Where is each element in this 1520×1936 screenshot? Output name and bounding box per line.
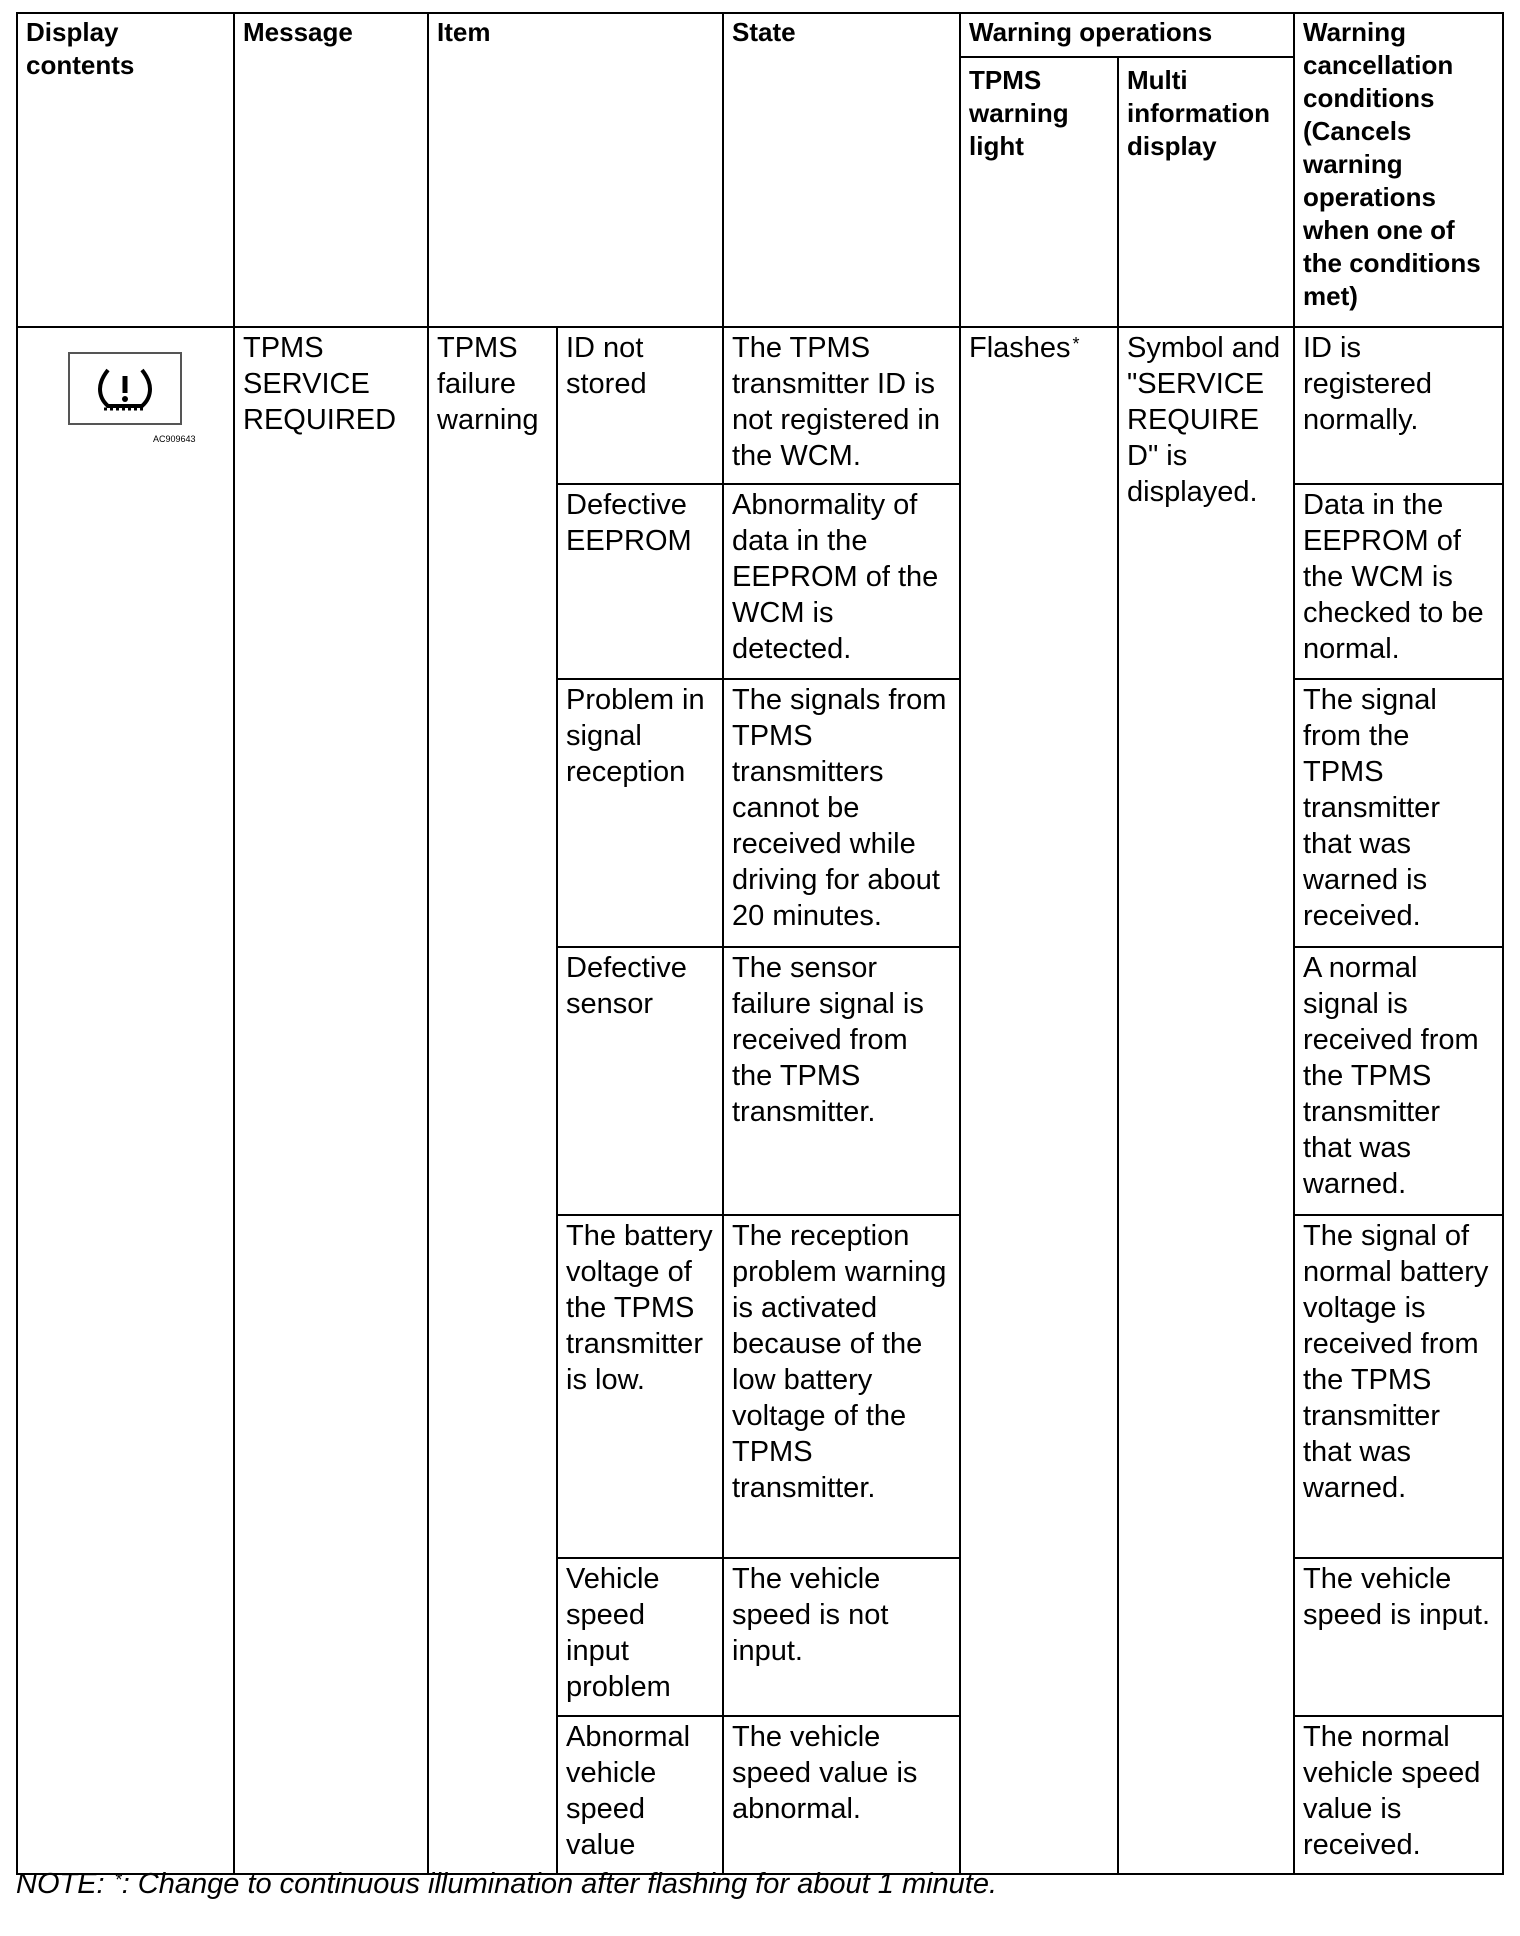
- tpms-warning-table: [16, 12, 1504, 1875]
- icon-code-label: AC909643: [153, 434, 196, 444]
- note-mark: *: [114, 1870, 122, 1890]
- item-cell: Abnormal vehicle speed value: [557, 1716, 723, 1874]
- header-item: Item: [428, 13, 723, 327]
- state-cell: Abnormality of data in the EEPROM of the WCM is detected.: [723, 484, 960, 679]
- item-cell: Defective sensor: [557, 947, 723, 1215]
- note-text: : Change to continuous illumination after flashing for about 1 minute.: [121, 1868, 998, 1900]
- item-cell: Defective EEPROM: [557, 484, 723, 679]
- state-cell: The vehicle speed value is abnormal.: [723, 1716, 960, 1874]
- cancel-cell: The signal from the TPMS transmitter that was warned is received.: [1294, 679, 1503, 947]
- header-state: State: [723, 13, 960, 327]
- state-cell: The sensor failure signal is received from the TPMS transmitter.: [723, 947, 960, 1215]
- cancel-cell: A normal signal is received from the TPMS transmitter that was warned.: [1294, 947, 1503, 1215]
- item-cell: Problem in signal reception: [557, 679, 723, 947]
- state-cell: The TPMS transmitter ID is not registered in the WCM.: [723, 327, 960, 484]
- header-message: Message: [234, 13, 428, 327]
- cancel-cell: ID is registered normally.: [1294, 327, 1503, 484]
- item-cell: The battery voltage of the TPMS transmitter is low.: [557, 1215, 723, 1558]
- state-cell: The vehicle speed is not input.: [723, 1558, 960, 1716]
- warning-light-text: Flashes: [969, 332, 1071, 364]
- cancel-cell: The signal of normal battery voltage is received from the TPMS transmitter that was warned.: [1294, 1215, 1503, 1558]
- warning-light-cell: [960, 327, 1118, 1874]
- header-tpms-warning-light: TPMS warning light: [960, 57, 1118, 327]
- header-display-contents: Display contents: [17, 13, 234, 327]
- multi-info-cell: Symbol and "SERVICE REQUIRE D" is displayed.: [1118, 327, 1294, 1874]
- footnote-marker: *: [1072, 334, 1080, 354]
- header-warning-operations: Warning operations: [960, 13, 1294, 57]
- message-cell: TPMS SERVICE REQUIRED: [234, 327, 428, 1874]
- cancel-cell: The normal vehicle speed value is received.: [1294, 1716, 1503, 1874]
- item-group-cell: TPMS failure warning: [428, 327, 557, 1874]
- header-multi-info-display: Multi information display: [1118, 57, 1294, 327]
- state-cell: The signals from TPMS transmitters cannot be received while driving for about 20 minutes.: [723, 679, 960, 947]
- note-prefix: NOTE:: [16, 1868, 113, 1900]
- cancel-cell: The vehicle speed is input.: [1294, 1558, 1503, 1716]
- item-cell: ID not stored: [557, 327, 723, 484]
- item-cell: Vehicle speed input problem: [557, 1558, 723, 1716]
- cancel-cell: Data in the EEPROM of the WCM is checked to be normal.: [1294, 484, 1503, 679]
- tpms-warning-icon: [68, 352, 182, 425]
- footnote: [16, 1866, 997, 1902]
- header-cancellation-conditions: Warning cancellation conditions (Cancels warning operations when one of the conditions met): [1294, 13, 1503, 327]
- display-contents-cell: [17, 327, 234, 1874]
- state-cell: The reception problem warning is activated because of the low battery voltage of the TPMS transmitter.: [723, 1215, 960, 1558]
